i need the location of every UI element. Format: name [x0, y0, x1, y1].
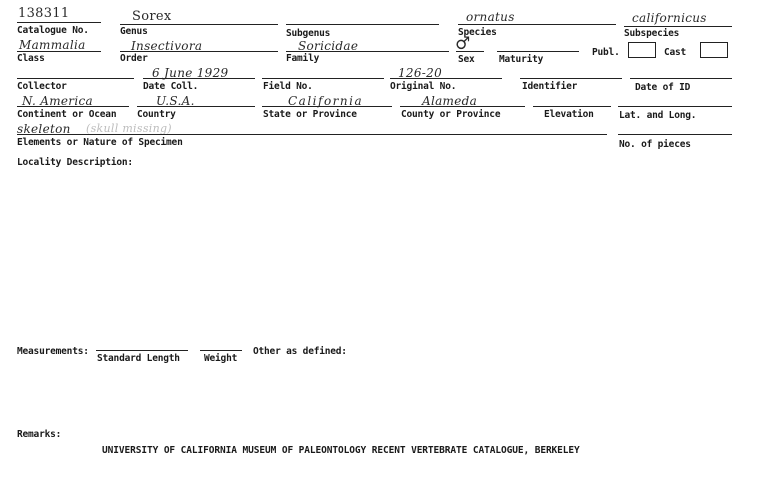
- identifier-line: [520, 78, 622, 79]
- locality-label: Locality Description:: [17, 157, 133, 168]
- sex-line: [456, 51, 484, 52]
- standard-length-line: [96, 350, 188, 351]
- original-no-label: Original No.: [390, 81, 457, 92]
- family-label: Family: [286, 53, 320, 64]
- maturity-line: [497, 51, 579, 52]
- no-of-pieces-label: No. of pieces: [619, 139, 691, 150]
- subgenus-line: [286, 24, 439, 25]
- identifier-label: Identifier: [522, 81, 578, 92]
- class-line: [17, 51, 101, 52]
- cast-label: Cast: [664, 47, 687, 58]
- collector-label: Collector: [17, 81, 67, 92]
- order-value: Insectivora: [131, 39, 203, 53]
- class-label: Class: [17, 53, 45, 64]
- date-coll-value: 6 June 1929: [152, 66, 229, 80]
- remarks-label: Remarks:: [17, 429, 62, 440]
- elements-value: skeleton: [17, 122, 71, 136]
- family-line: [286, 51, 449, 52]
- collector-line: [17, 78, 134, 79]
- date-coll-label: Date Coll.: [143, 81, 199, 92]
- other-label: Other as defined:: [253, 346, 347, 357]
- catalogue-no-label: Catalogue No.: [17, 25, 89, 36]
- country-value: U.S.A.: [156, 94, 195, 108]
- genus-label: Genus: [120, 26, 148, 37]
- genus-value: Sorex: [132, 9, 172, 24]
- genus-line: [120, 24, 278, 25]
- subspecies-label: Subspecies: [624, 28, 680, 39]
- subspecies-value: californicus: [632, 11, 707, 25]
- order-label: Order: [120, 53, 148, 64]
- elevation-line: [533, 106, 611, 107]
- weight-line: [200, 350, 242, 351]
- elements-line: [17, 134, 607, 135]
- class-value: Mammalia: [19, 38, 86, 52]
- county-label: County or Province: [401, 109, 501, 120]
- continent-value: N. America: [22, 94, 93, 108]
- catalogue-no-value: 138311: [18, 6, 70, 21]
- field-no-line: [262, 78, 384, 79]
- state-value: California: [288, 94, 364, 108]
- elements-label: Elements or Nature of Specimen: [17, 137, 183, 148]
- original-no-value: 126-20: [398, 66, 443, 80]
- subspecies-line: [624, 26, 732, 27]
- subgenus-label: Subgenus: [286, 28, 331, 39]
- publ-label: Publ.: [592, 47, 620, 58]
- species-line: [458, 24, 616, 25]
- species-label: Species: [458, 27, 497, 38]
- lat-long-label: Lat. and Long.: [619, 110, 697, 121]
- species-value: ornatus: [466, 10, 515, 24]
- continent-line: [17, 106, 129, 107]
- no-of-pieces-line: [618, 134, 732, 135]
- weight-label: Weight: [204, 353, 238, 364]
- state-line: [262, 106, 392, 107]
- continent-label: Continent or Ocean: [17, 109, 117, 120]
- footer-caption: UNIVERSITY OF CALIFORNIA MUSEUM OF PALEONTOLOGY RECENT VERTEBRATE CATALOGUE, BERKELEY: [102, 445, 580, 456]
- sex-label: Sex: [458, 54, 475, 65]
- maturity-label: Maturity: [499, 54, 544, 65]
- country-label: Country: [137, 109, 176, 120]
- original-no-line: [390, 78, 502, 79]
- date-of-id-label: Date of ID: [635, 82, 691, 93]
- date-of-id-line: [630, 78, 732, 79]
- catalogue-no-line: [17, 22, 101, 23]
- state-label: State or Province: [263, 109, 357, 120]
- elevation-label: Elevation: [544, 109, 594, 120]
- elements-note: (skull missing): [86, 122, 172, 135]
- lat-long-line: [618, 106, 732, 107]
- date-coll-line: [143, 78, 255, 79]
- order-line: [120, 51, 278, 52]
- county-value: Alameda: [422, 94, 478, 108]
- county-line: [400, 106, 525, 107]
- cast-checkbox[interactable]: [700, 42, 728, 58]
- country-line: [137, 106, 255, 107]
- publ-checkbox[interactable]: [628, 42, 656, 58]
- standard-length-label: Standard Length: [97, 353, 180, 364]
- sex-value: ♂: [455, 34, 471, 54]
- family-value: Soricidae: [298, 39, 359, 53]
- measurements-label: Measurements:: [17, 346, 89, 357]
- field-no-label: Field No.: [263, 81, 313, 92]
